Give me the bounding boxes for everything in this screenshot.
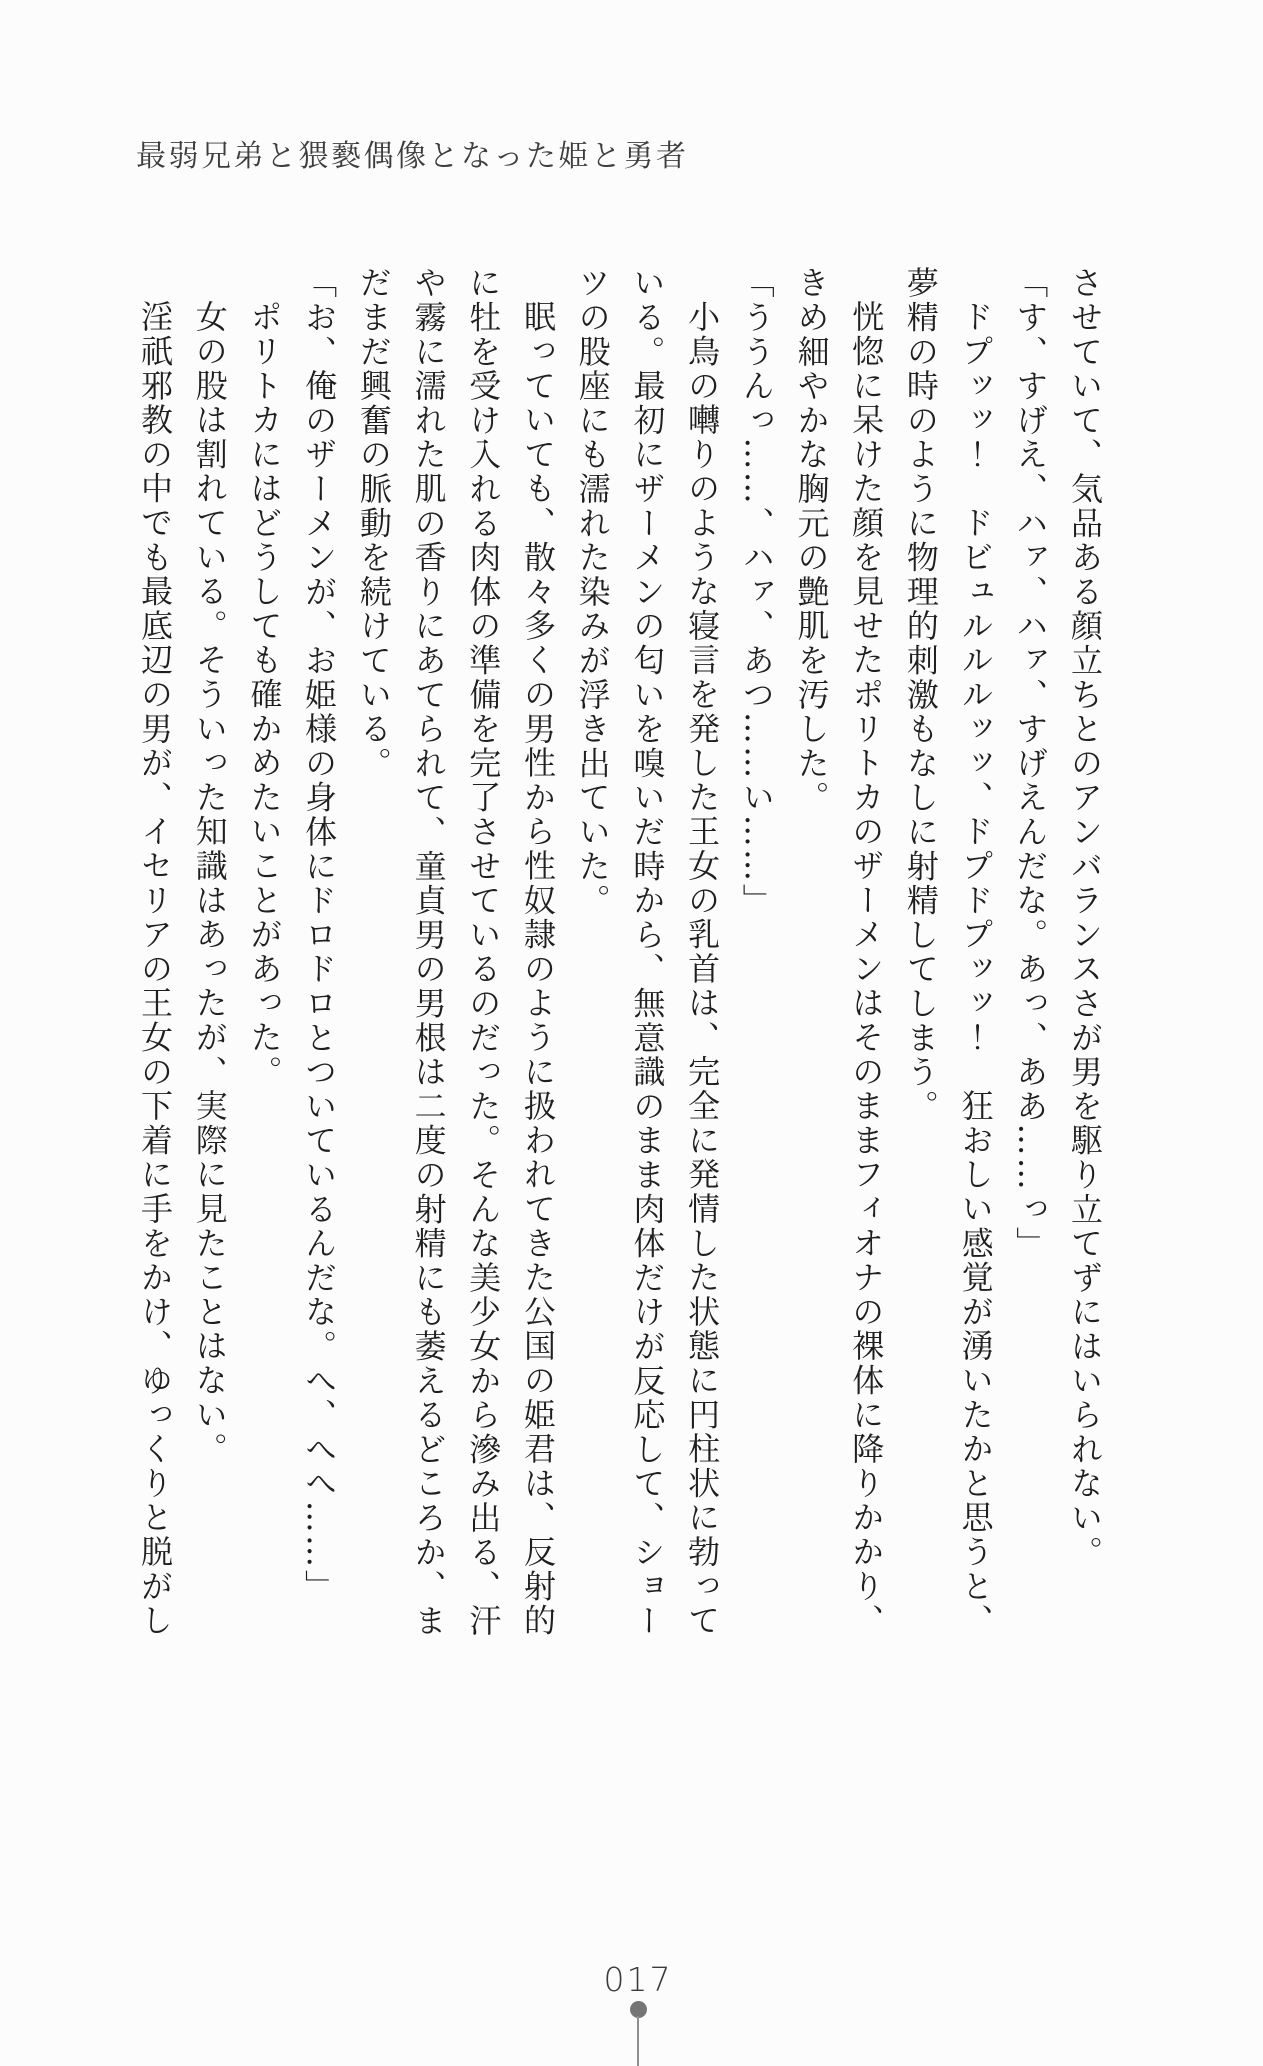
paragraph: 「お、俺のザーメンが、お姫様の身体にドロドロとついているんだな。へ、へへ……」	[300, 266, 339, 1604]
paragraph: 女の股は割れている。そういった知識はあったが、実際に見たことはない。	[190, 300, 229, 1467]
paragraph: させていて、気品ある顔立ちとのアンバランスさが男を駆り立てずにはいられない。	[1066, 266, 1104, 1570]
paragraph: 眠っていても、散々多くの男性から性奴隷のように扱われてきた公国の姫君は、反射的に牡を受け入れる肉体の準備を完了させているのだった。そんな美少女から滲み出る、汗や霧に濡れた肌の香りにあてられて、童貞男の男根は二度の射精にも萎えるどころか、まだまだ興奮の脈動を続けている。	[354, 266, 557, 1638]
paragraph: 小鳥の囀りのような寝言を発した王女の乳首は、完全に発情した状態に円柱状に勃っている。最初にザーメンの匂いを嗅いだ時から、無意識のまま肉体だけが反応して、ショーツの股座にも濡れた染みが浮き出ていた。	[573, 266, 722, 1638]
page-number: 017	[603, 1960, 673, 1999]
paragraph: 「す、すげえ、ハァ、ハァ、すげえんだな。あっ、ああ……っ」	[1011, 266, 1050, 1261]
text-block	[127, 266, 1112, 1642]
paragraph: ドプッッ！ ドビュルルルッッ、ドプドプッッ！ 狂おしい感覚が湧いたかと思うと、夢精の時のように物理的刺激もなしに射精してしまう。	[901, 266, 995, 1638]
footer-rule	[637, 2016, 639, 2066]
running-header-title: 最弱兄弟と猥褻偶像となった姫と勇者	[136, 139, 689, 174]
paragraph: 淫祇邪教の中でも最底辺の男が、イセリアの王女の下着に手をかけ、ゆっくりと脱がし	[136, 300, 175, 1638]
paragraph: 「ううんっ……、ハァ、あつ……い……」	[737, 266, 776, 918]
paragraph: 恍惚に呆けた顔を見せたポリトカのザーメンはそのままフィオナの裸体に降りかかり、きめ細やかな胸元の艶肌を汚した。	[792, 266, 886, 1638]
paragraph: ポリトカにはどうしても確かめたいことがあった。	[245, 300, 284, 1090]
